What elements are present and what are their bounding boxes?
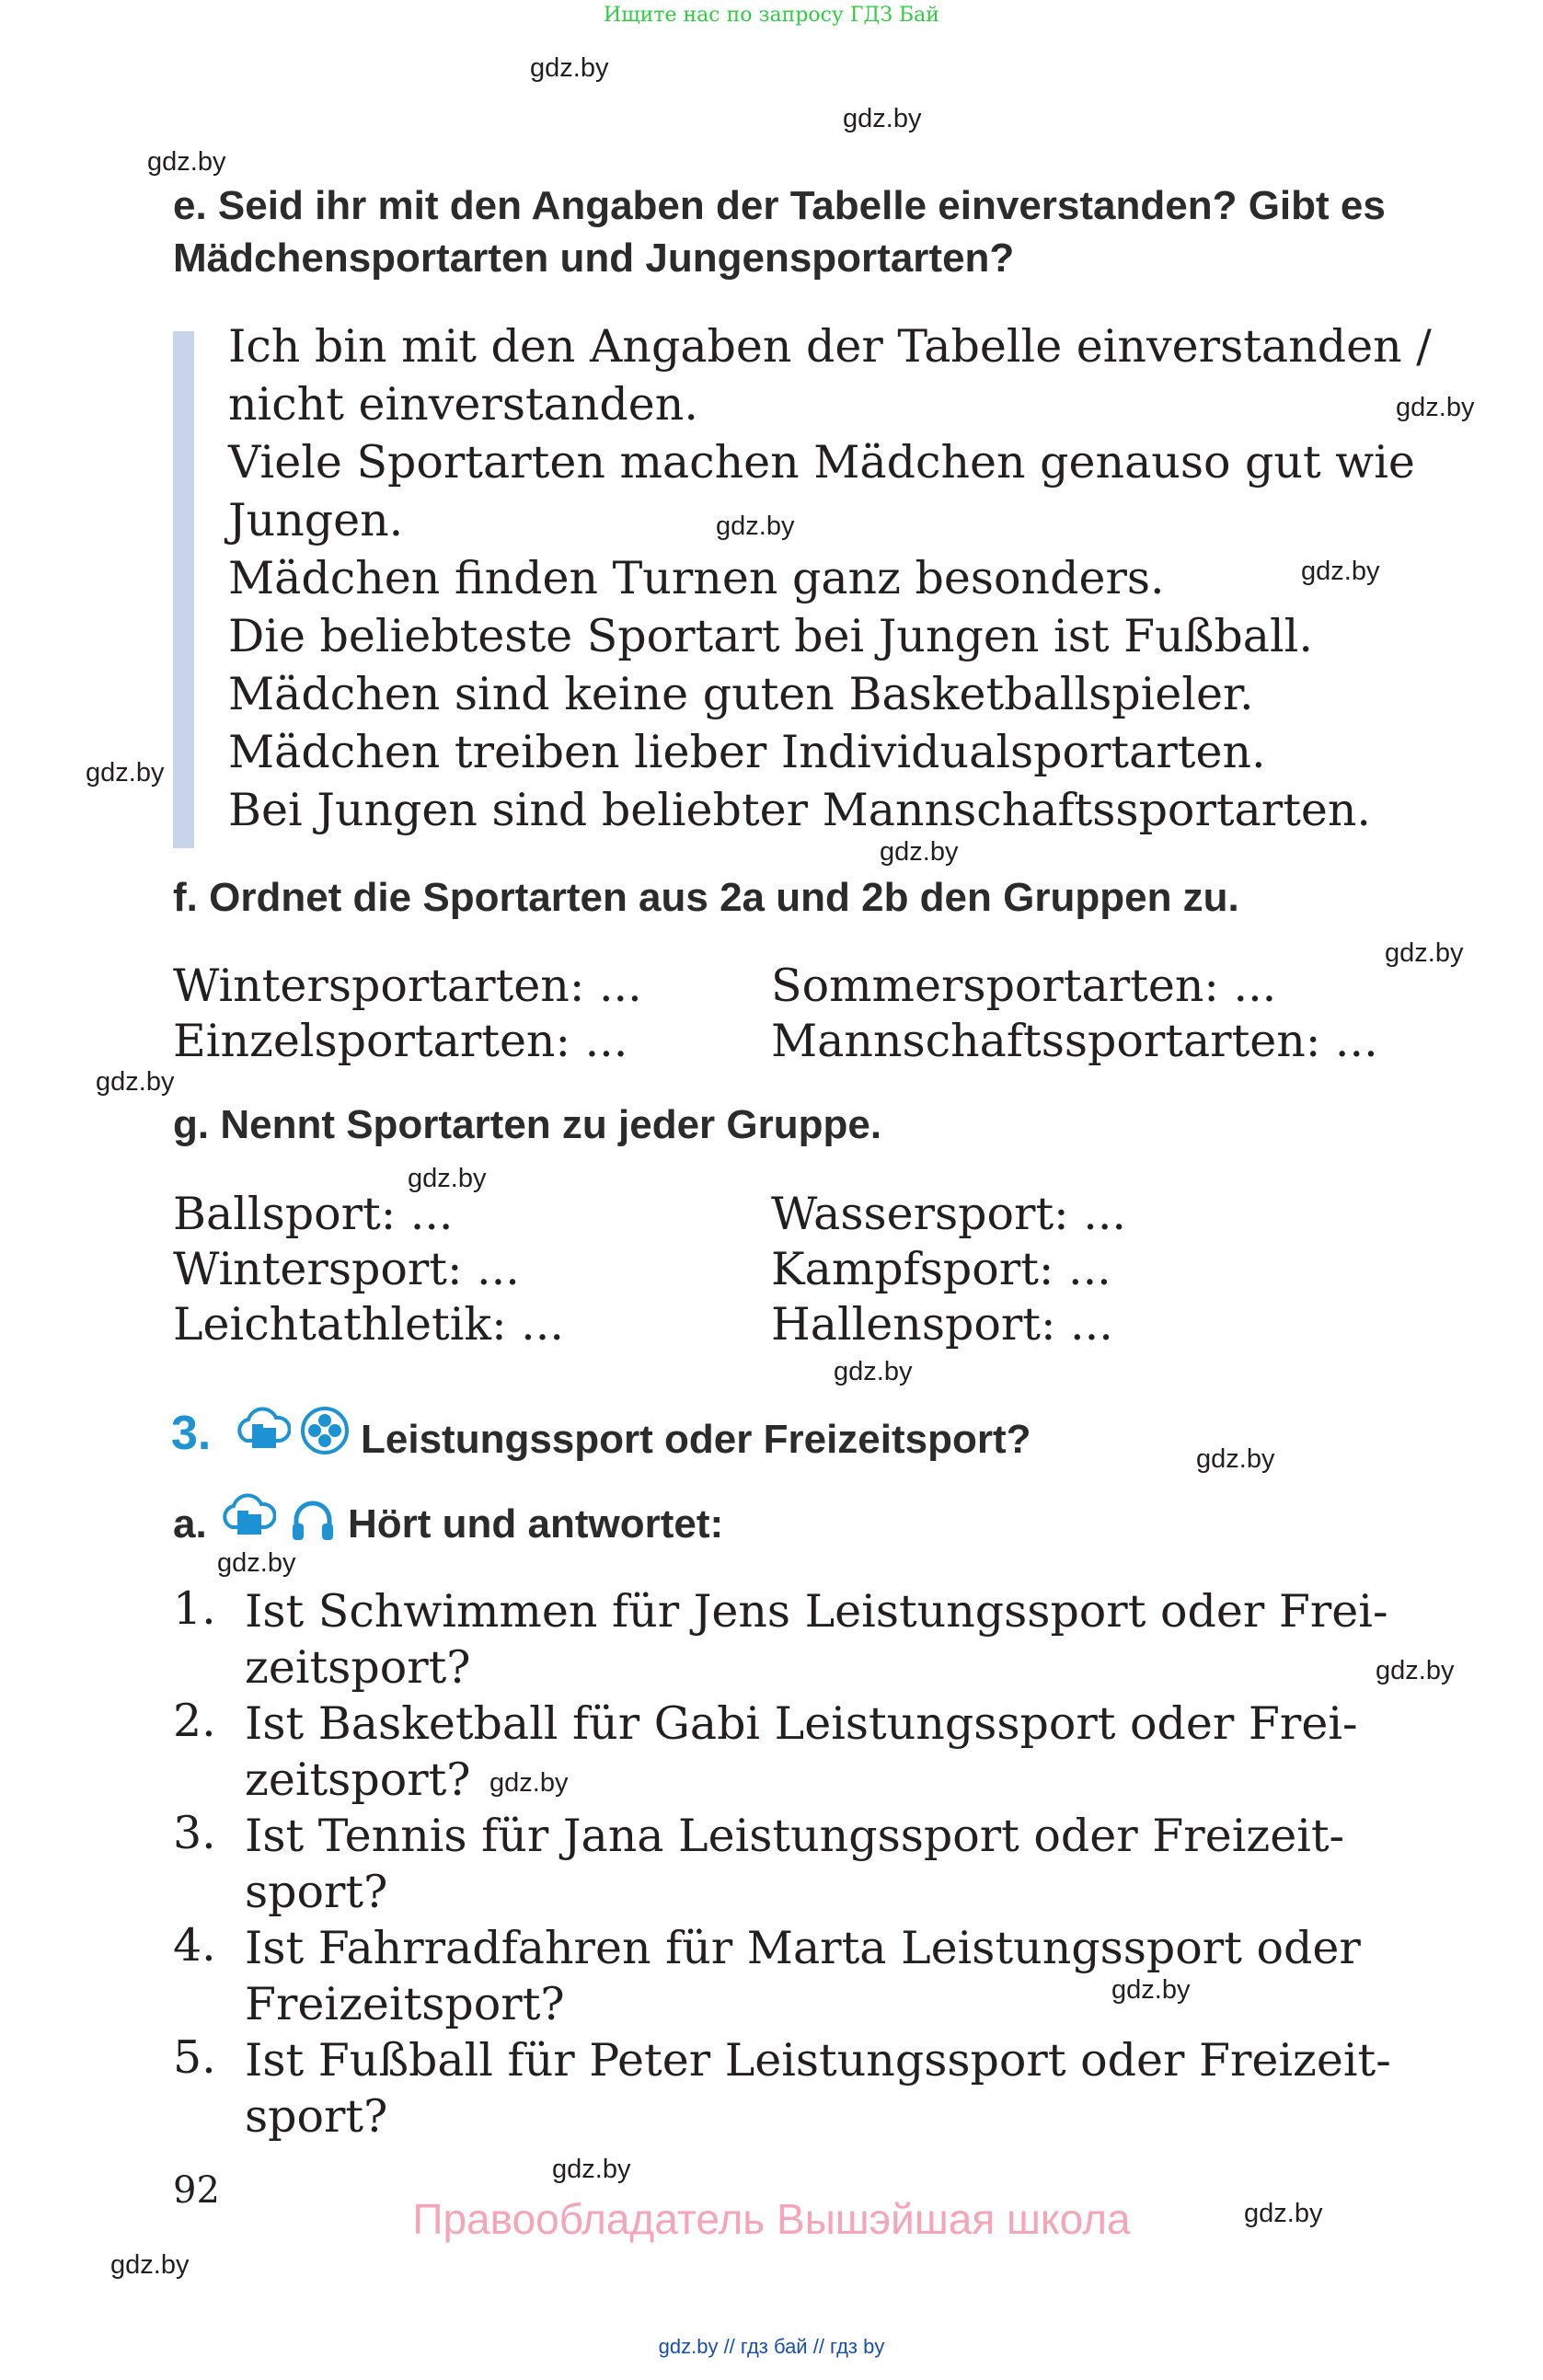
group-item: Kampfsport: ...: [771, 1243, 1111, 1295]
task-g-heading: g. Nennt Sportarten zu jeder Gruppe.: [173, 1102, 882, 1147]
question-line: Ist Tennis für Jana Leistungssport oder Freizeit-: [245, 1810, 1345, 1862]
footer-links[interactable]: gdz.by // гдз бай // гдз by: [658, 2335, 885, 2358]
quote-line: Mädchen sind keine guten Basketballspieler.: [228, 668, 1254, 720]
group-item: Wintersportarten: ...: [173, 960, 642, 1012]
quote-line: Viele Sportarten machen Mädchen genauso gut wie: [228, 436, 1415, 489]
watermark: gdz.by: [86, 758, 165, 788]
sub-a-text: Hört und antwortet:: [348, 1501, 724, 1546]
watermark: gdz.by: [1111, 1975, 1191, 2005]
question-line: sport?: [245, 2090, 388, 2143]
copyright: Правообладатель Вышэйшая школа: [412, 2195, 1131, 2243]
group-item: Ballsport: ...: [173, 1188, 454, 1240]
top-banner[interactable]: Ищите нас по запросу ГДЗ Бай: [604, 4, 939, 27]
watermark: gdz.by: [217, 1548, 296, 1578]
question-line: Freizeitsport?: [245, 1978, 565, 2030]
quote-bar: [173, 331, 194, 848]
quote-line: Die beliebteste Sportart bei Jungen ist Fußball.: [228, 610, 1313, 662]
watermark: gdz.by: [110, 2250, 190, 2280]
group-item: Sommersportarten: ...: [771, 960, 1277, 1012]
watermark: gdz.by: [1196, 1444, 1275, 1474]
question-line: Ist Basketball für Gabi Leistungssport oder Frei-: [245, 1697, 1358, 1750]
task-f-heading: f. Ordnet die Sportarten aus 2a und 2b den Gruppen zu.: [173, 875, 1239, 920]
quote-line: Jungen.: [228, 494, 404, 546]
quote-line: Ich bin mit den Angaben der Tabelle einverstanden /: [228, 320, 1432, 373]
question-line: sport?: [245, 1866, 388, 1918]
exercise-title: Leistungssport oder Freizeitsport?: [361, 1417, 1031, 1462]
question-line: Ist Fahrradfahren für Marta Leistungssport oder: [245, 1922, 1361, 1974]
quote-line: Mädchen finden Turnen ganz besonders.: [228, 552, 1165, 604]
group-item: Einzelsportarten: ...: [173, 1015, 628, 1067]
question-number: 4.: [173, 1919, 216, 1972]
watermark: gdz.by: [716, 512, 795, 541]
quote-line: Mädchen treiben lieber Individualsportarten.: [228, 726, 1266, 778]
question-number: 2.: [173, 1695, 216, 1747]
watermark: gdz.by: [530, 53, 609, 83]
watermark: gdz.by: [1396, 393, 1475, 422]
task-e-heading: e. Seid ihr mit den Angaben der Tabelle einverstanden? Gibt es Mädchensportarten und Jungensportarten?: [173, 183, 1386, 281]
flower-icon: [300, 1406, 350, 1459]
question-line: zeitsport?: [245, 1641, 471, 1694]
watermark: gdz.by: [834, 1357, 913, 1386]
exercise-number: 3.: [171, 1407, 212, 1460]
question-number: 3.: [173, 1807, 216, 1859]
question-number: 5.: [173, 2031, 216, 2084]
quote-line: Bei Jungen sind beliebter Mannschaftssportarten.: [228, 784, 1372, 836]
watermark: gdz.by: [1385, 938, 1464, 968]
watermark: gdz.by: [1244, 2199, 1323, 2228]
watermark: gdz.by: [408, 1164, 487, 1193]
group-item: Leichtathletik: ...: [173, 1298, 564, 1351]
quote-line: nicht einverstanden.: [228, 378, 698, 431]
cloud-folder-icon: [219, 1490, 276, 1546]
watermark: gdz.by: [147, 147, 226, 177]
watermark: gdz.by: [1301, 557, 1380, 586]
question-number: 1.: [173, 1582, 216, 1635]
watermark: gdz.by: [880, 837, 959, 867]
group-item: Hallensport: ...: [771, 1298, 1113, 1351]
watermark: gdz.by: [1376, 1656, 1455, 1685]
cloud-folder-icon: [234, 1404, 291, 1459]
question-line: Ist Fußball für Peter Leistungssport oder Freizeit-: [245, 2034, 1391, 2087]
group-item: Mannschaftssportarten: ...: [771, 1015, 1378, 1067]
sub-a-label: a.: [173, 1501, 207, 1546]
headphones-icon: [289, 1496, 337, 1547]
watermark: gdz.by: [489, 1768, 569, 1798]
group-item: Wintersport: ...: [173, 1243, 520, 1295]
question-line: Ist Schwimmen für Jens Leistungssport oder Frei-: [245, 1585, 1388, 1638]
group-item: Wassersport: ...: [771, 1188, 1126, 1240]
watermark: gdz.by: [96, 1067, 175, 1097]
question-line: zeitsport?: [245, 1753, 471, 1806]
watermark: gdz.by: [552, 2155, 631, 2184]
page-number: 92: [173, 2169, 220, 2212]
watermark: gdz.by: [843, 104, 922, 133]
